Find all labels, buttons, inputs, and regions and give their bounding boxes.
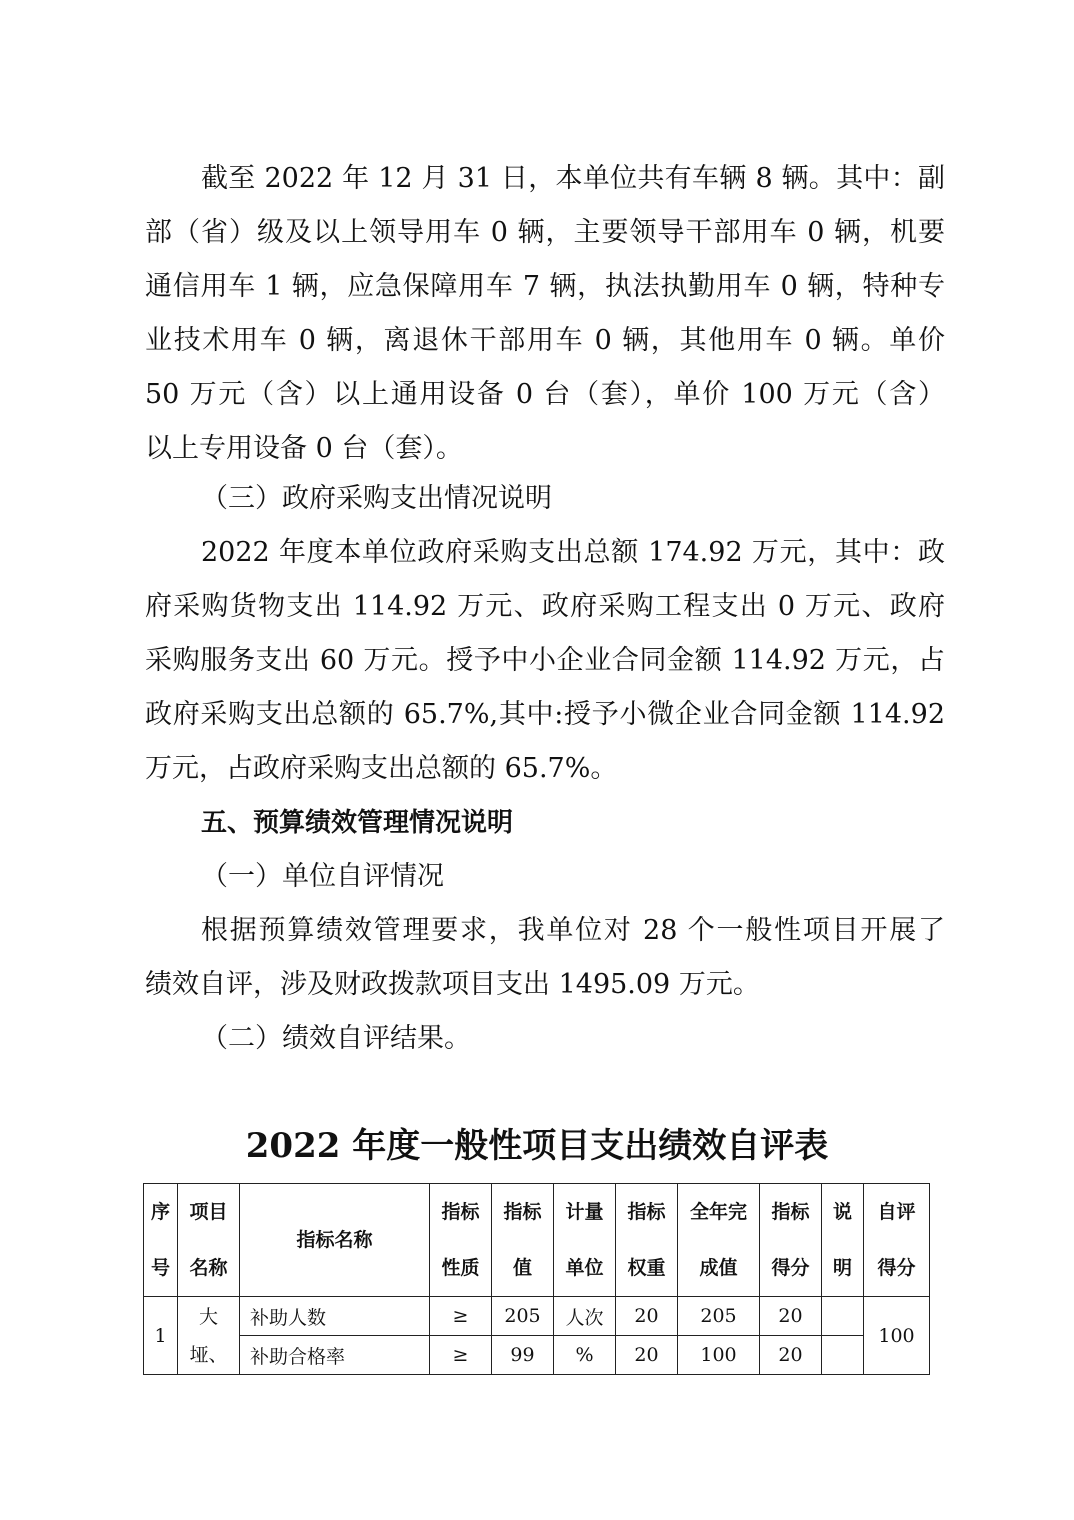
cell-indicator-nature: ≥: [430, 1336, 492, 1375]
header-indicator-value: 指标 值: [492, 1184, 554, 1297]
table-header-row: [144, 1184, 930, 1297]
header-annual-actual: 全年完 成值: [678, 1184, 760, 1297]
text-line: 业技术用车 0 辆，离退休干部用车 0 辆，其他用车 0 辆。单价: [145, 325, 945, 356]
performance-table: [143, 1183, 930, 1375]
cell-indicator-name: 补助合格率: [240, 1336, 430, 1375]
cell-weight: 20: [616, 1297, 678, 1336]
cell-unit: 人次: [554, 1297, 616, 1336]
cell-indicator-value: 99: [492, 1336, 554, 1375]
page-bottom-margin: [0, 1376, 1074, 1520]
heading-evaluation-results: （二）绩效自评结果。: [201, 1023, 471, 1054]
heading-budget-performance: 五、预算绩效管理情况说明: [201, 808, 514, 838]
header-indicator-name: 指标名称: [240, 1184, 430, 1297]
cell-unit: %: [554, 1336, 616, 1375]
header-seq: 序 号: [144, 1184, 178, 1297]
header-self-score: 自评 得分: [864, 1184, 930, 1297]
cell-indicator-nature: ≥: [430, 1297, 492, 1336]
cell-note: [822, 1336, 864, 1375]
paragraph-vehicles: [145, 152, 945, 476]
cell-note: [822, 1297, 864, 1336]
text-line: 万元，占政府采购支出总额的 65.7%。: [145, 753, 618, 784]
text-line: 2022 年度本单位政府采购支出总额 174.92 万元，其中：政: [201, 537, 945, 568]
heading-self-evaluation: （一）单位自评情况: [201, 861, 444, 892]
cell-indicator-name: 补助人数: [240, 1297, 430, 1336]
cell-project-name: 大 垭、: [178, 1297, 240, 1375]
text-line: 截至 2022 年 12 月 31 日，本单位共有车辆 8 辆。其中：副: [201, 163, 945, 194]
text-line: 以上专用设备 0 台（套）。: [145, 433, 463, 464]
text-line: 通信用车 1 辆，应急保障用车 7 辆，执法执勤用车 0 辆，特种专: [145, 271, 945, 302]
text-line: 部（省）级及以上领导用车 0 辆，主要领导干部用车 0 辆，机要: [145, 217, 945, 248]
header-weight: 指标 权重: [616, 1184, 678, 1297]
cell-self-score: 100: [864, 1297, 930, 1375]
cell-annual-actual: 100: [678, 1336, 760, 1375]
table-row: [144, 1297, 930, 1336]
cell-weight: 20: [616, 1336, 678, 1375]
paragraph-self-evaluation: [145, 904, 945, 1012]
cell-indicator-score: 20: [760, 1336, 822, 1375]
text-line: 50 万元（含）以上通用设备 0 台（套），单价 100 万元（含）: [145, 379, 945, 410]
cell-indicator-score: 20: [760, 1297, 822, 1336]
text-line: 根据预算绩效管理要求，我单位对 28 个一般性项目开展了: [201, 915, 945, 946]
table-title: 2022 年度一般性项目支出绩效自评表: [245, 1126, 829, 1166]
heading-procurement: （三）政府采购支出情况说明: [201, 483, 552, 514]
table-row: [144, 1336, 930, 1375]
header-indicator-score: 指标 得分: [760, 1184, 822, 1297]
text-line: 政府采购支出总额的 65.7%,其中:授予小微企业合同金额 114.92: [145, 699, 945, 730]
header-unit: 计量 单位: [554, 1184, 616, 1297]
header-indicator-nature: 指标 性质: [430, 1184, 492, 1297]
cell-indicator-value: 205: [492, 1297, 554, 1336]
header-project-name: 项目 名称: [178, 1184, 240, 1297]
text-line: 采购服务支出 60 万元。授予中小企业合同金额 114.92 万元，占: [145, 645, 945, 676]
paragraph-procurement: [145, 526, 945, 796]
text-line: 绩效自评，涉及财政拨款项目支出 1495.09 万元。: [145, 969, 760, 1000]
text-line: 府采购货物支出 114.92 万元、政府采购工程支出 0 万元、政府: [145, 591, 945, 622]
cell-seq: 1: [144, 1297, 178, 1375]
cell-annual-actual: 205: [678, 1297, 760, 1336]
header-note: 说 明: [822, 1184, 864, 1297]
